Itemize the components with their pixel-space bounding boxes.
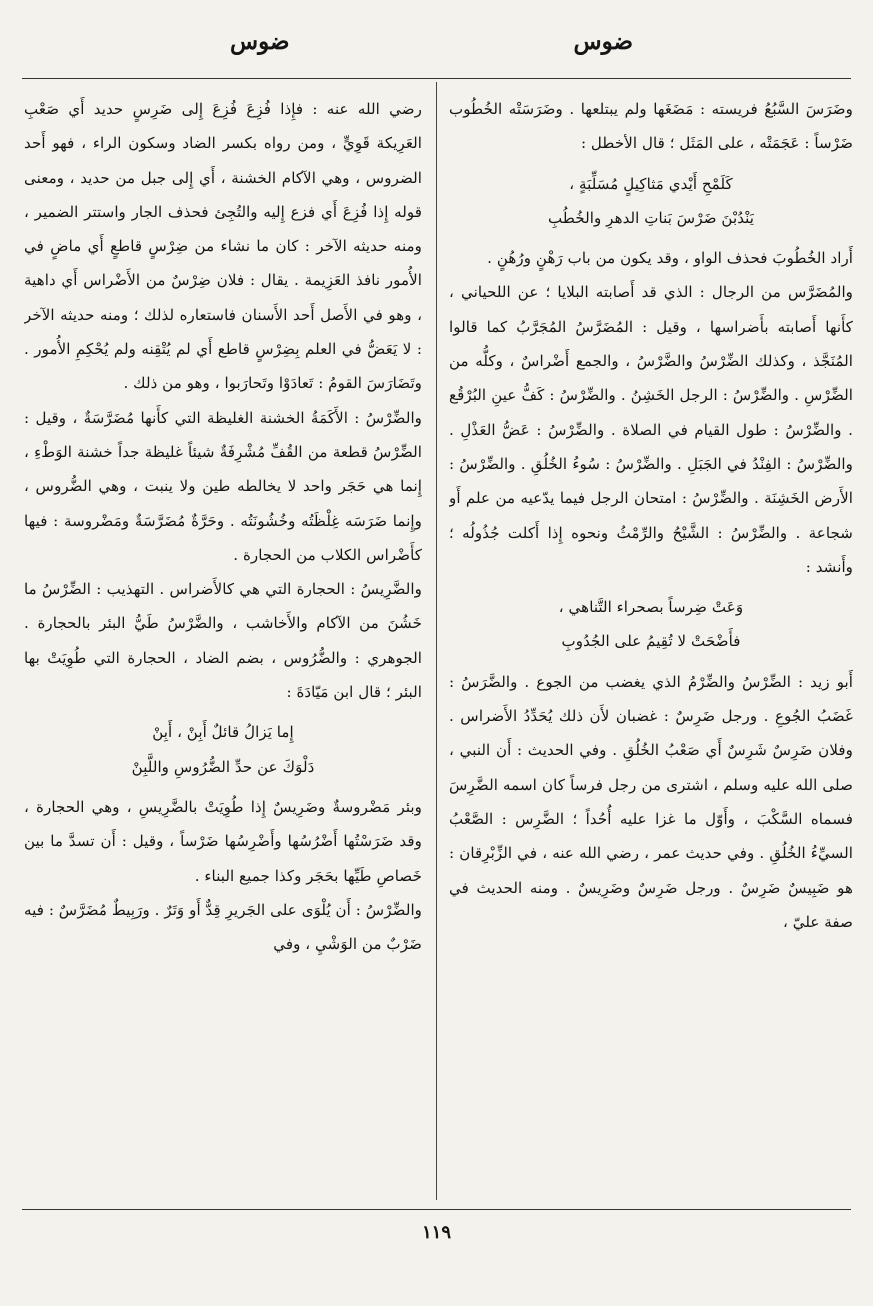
left-column — [24, 92, 422, 1202]
headword-right: ضوس — [573, 28, 633, 55]
paragraph: والمُضَرَّس من الرجال : الذي قد أَصابته البلايا ؛ عن اللحياني ، كأَنها أَصابته بأَضراسها ، وقيل : المُضَرَّسُ المُجَرَّبُ كما قالوا المُنَجَّذ ، وكذلك الضِّرْسُ والضَّرْسُ ، والجمع أَضْراسٌ ، وكلُّه من الضِّرْسِ . والضِّرْسُ : الرجل الخَشِنُ . والضِّرْسُ : كَفُّ عينِ البُرْقُع . والضِّرْسُ : طول القيام في الصلاة . والضِّرْسُ : عَضُّ العَذْلِ . والضِّرْسُ : الفِنْدُ في الجَبَلِ . والضِّرْسُ : سُوءُ الخُلُقِ . والضِّرْسُ : الأَرض الخَشِنَة . والضِّرْسُ : امتحان الرجل فيما يدّعيه من علم أَو شجاعة . والضِّرْسُ : الشَّيْحُ والرِّمْثُ ونحوه إِذا أَكلت جُذُولُه ؛ وأَنشد : — [449, 283, 853, 576]
top-rule — [22, 78, 851, 79]
paragraph: أَبو زيد : الضِّرْسُ والضِّرْمُ الذي يغضب من الجوع . والضَّرَسُ : غَضَبُ الجُوعِ . ورجل ضَرِسٌ : غضبان لأَن ذلك يُحَدِّدُ الأَضراس . وفلان ضَرِسٌ شَرِسٌ أَي صَعْبُ الخُلُقِ . وفي الحديث : أَن النبي ، صلى الله عليه وسلم ، اشترى من رجل فرساً كان اسمه الضَّرِسَ فسماه السَّكْبَ ، وأَوّل ما غزا عليه أُحُداً ؛ الضَّرِس : الصَّعْبُ السيِّءُ الخُلُقِ . وفي حديث عمر ، رضي الله عنه ، في الزِّبْرِقان : هو ضَبِيسٌ ضَرِسٌ . ورجل ضَرِسٌ وضَرِيسٌ . ومنه الحديث في صفة عليّ ، — [449, 672, 853, 931]
paragraph: والضَّرِيسُ : الحجارة التي هي كالأَضراس . التهذيب : الضِّرْسُ ما خَشُنَ من الآكام والأَخاشب ، والضَّرْسُ طَيُّ البئر بالحجارة . الجوهري : والضُّرُوس ، بضم الضاد ، الحجارة التي طُوِيَتْ بها البئر ؛ قال ابن مَيّادَةَ : — [24, 580, 422, 702]
verse-line: دَلْوَكَ عن حدِّ الضُّرُوسِ واللَّبِنْ — [131, 757, 315, 776]
paragraph: رضي الله عنه : فإِذا فُزِعَ فُزِعَ إِلى ضَرِسٍ حديد أَي صَعْبِ العَرِيكة قَوِيٍّ ، ومن رواه بكسر الضاد وسكون الراء ، فهو أَحد الضروس ، وهي الآكام الخشنة ، أَي إِلى جبل من حديد ، ومعنى قوله إِذا فُزِعَ أَي فزع إِليه والتُجِئ فحذف الجار واستتر الضمير ، ومنه حديثه الآخر : كان ما نشاء من ضِرْسٍ قاطعٍ أَي ماضٍ في الأُمور نافذ العَزِيمة . يقال : فلان ضِرْسٌ من الأَضْراس أَي داهية ، وهو في الأَصل أَحد الأَسنان فاستعاره لذلك ؛ ومنه حديثه الآخر : لا يَعَضُّ في العلم بِضِرْسٍ قاطع أَي لم يُتْقِنه ولم يُحْكِمِ الأُمور . وتَضَارَسَ القومُ : تَعادَوْا وتَحارَبوا ، وهو من ذلك . — [24, 100, 422, 393]
verse-line: يَنْدُبْنَ ضَرْسَ بَناتِ الدهرِ والخُطُبِ — [548, 208, 754, 227]
paragraph: والضِّرْسُ : أَن يُلْوَى على الجَريرِ قِدٌّ أَو وَتَرٌ . ورَبِيطٌ مُضَرَّسٌ : فيه ضَرْبٌ من الوَشْيِ ، وفي — [24, 900, 422, 954]
right-column — [449, 92, 853, 1202]
column-divider — [436, 82, 437, 1200]
paragraph: والضِّرْسُ : الأَكَمَةُ الخشنة الغليظة التي كأَنها مُضَرَّسَةٌ ، وقيل : الضِّرْسُ قطعة من القُفِّ مُشْرِفَةٌ شيئاً غليظة جداً خشنة الوَطْءِ ، إِنما هي حَجَر واحد لا يخالطه طين ولا ينبت ، وهي الضُّروس ، وإِنما ضَرَسَه غِلْظَتُه وخُشُونَتُه . وحَرَّةٌ مُضَرَّسَةٌ ومَضْروسة : فيها كأَضْراس الكلاب من الحجارة . — [24, 408, 422, 564]
verse-line: وَعَتْ ضِرساً بصحراء التَّناهي ، — [558, 598, 744, 617]
verse — [449, 590, 853, 659]
page-header — [30, 28, 843, 78]
verse-line: فأَضْحَتْ لا تُقِيمُ على الجُدُوبِ — [561, 632, 741, 651]
paragraph: أَراد الخُطُوبَ فحذف الواو ، وقد يكون من باب رَهْنٍ ورُهُنٍ . — [487, 249, 853, 268]
headword-left: ضوس — [230, 28, 290, 55]
bottom-rule — [22, 1209, 851, 1210]
page-number: ١١٩ — [421, 1222, 451, 1243]
verse — [24, 715, 422, 784]
verse-line: إِما يَزالُ قائلٌ أَبِنْ ، أَبِنْ — [152, 723, 294, 742]
verse-line: كَلَمْحِ أَيْدي مَثاكِيلٍ مُسَلِّبَةٍ ، — [569, 174, 733, 193]
paragraph: وبئر مَضْروسةٌ وضَرِيسٌ إِذا طُوِيَتْ بالضَّرِيسِ ، وهي الحجارة ، وقد ضَرَسْتُها أَضْرُسُها وأَضْرِسُها ضَرْساً ، وقيل : أَن تسدَّ ما بين خَصاصِ طَيِّها بحَجَر وكذا جميع البناء . — [24, 797, 422, 885]
paragraph: وضَرَسَ السَّبُعُ فريسته : مَضَغَها ولم يبتلعها . وضَرَسَتْه الخُطُوب ضَرْساً : عَجَمَتْه ، على المَثَل ؛ قال الأخطل : — [449, 100, 853, 153]
verse — [449, 167, 853, 236]
